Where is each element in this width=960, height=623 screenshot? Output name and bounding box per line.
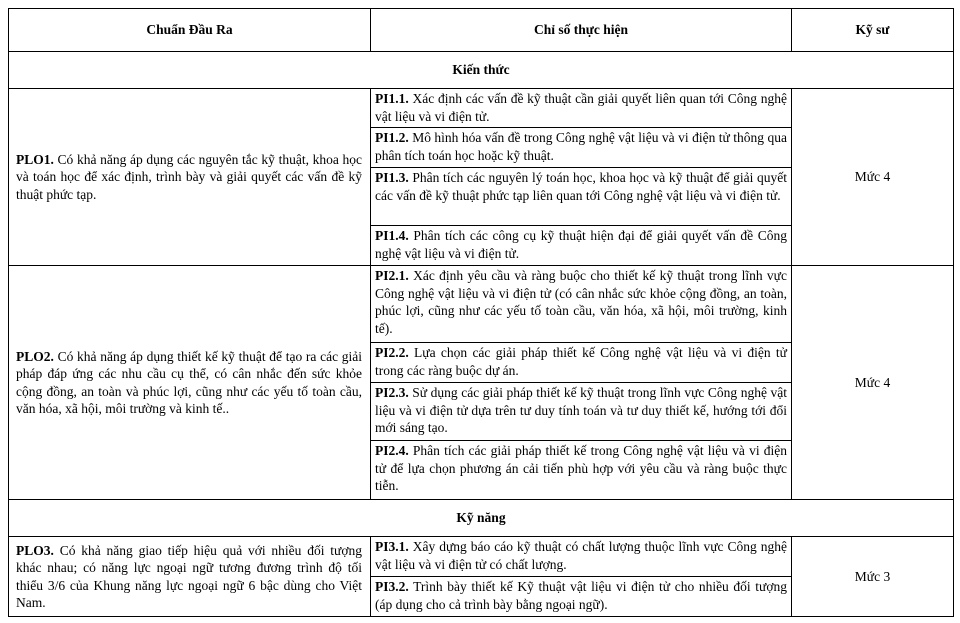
plo-text: Có khả năng áp dụng thiết kế kỹ thuật để tạo ra các giải pháp đáp ứng các nhu cầu cụ thể, có cân nhắc đến sức khỏe cộng đồng, an toàn và phúc lợi, cũng như các yếu tố toàn cầu, văn hóa, xã hội, môi trường và kinh tế.. [16, 348, 362, 416]
pi-item [371, 168, 791, 226]
plo-code: PLO3. [16, 542, 54, 558]
pi-code: PI1.2. [375, 130, 409, 145]
table-row [9, 537, 954, 617]
pi-text: Phân tích các công cụ kỹ thuật hiện đại để giải quyết vấn đề Công nghệ vật liệu và vi điện tử. [375, 228, 787, 261]
pi-item [371, 266, 791, 343]
plo-cell [9, 266, 371, 500]
pi-code: PI1.1. [375, 91, 409, 106]
pi-item [371, 343, 791, 383]
pi-item [371, 128, 791, 168]
level-cell: Mức 4 [792, 266, 954, 500]
pi-text: Trình bày thiết kế Kỹ thuật vật liệu vi điện tử cho nhiều đối tượng (áp dụng cho cả trình bày bằng ngoại ngữ). [375, 579, 787, 612]
pi-code: PI3.1. [375, 539, 409, 554]
level-cell: Mức 4 [792, 89, 954, 266]
pi-code: PI2.2. [375, 345, 409, 360]
table-row [9, 89, 954, 266]
header-plo: Chuẩn Đầu Ra [9, 9, 371, 52]
pi-item [371, 441, 791, 495]
pi-code: PI3.2. [375, 579, 409, 594]
pi-text: Xác định các vấn đề kỹ thuật cần giải quyết liên quan tới Công nghệ vật liệu và vi điện tử. [375, 91, 787, 124]
plo-code: PLO2. [16, 348, 54, 364]
plo-text: Có khả năng áp dụng các nguyên tắc kỹ thuật, khoa học và toán học để xác định, trình bày và giải quyết các vấn đề kỹ thuật phức tạp. [16, 151, 362, 202]
pi-code: PI2.3. [375, 385, 409, 400]
pi-code: PI2.1. [375, 268, 409, 283]
pi-text: Xác định yêu cầu và ràng buộc cho thiết kế kỹ thuật trong lĩnh vực Công nghệ vật liệu và vi điện tử (có cân nhắc sức khỏe cộng đồng, an toàn, phúc lợi, cũng như các yếu tố toàn cầu, văn hóa, xã hội, môi trường, kinh tế). [375, 268, 787, 336]
plo-cell [9, 89, 371, 266]
pi-cell [371, 266, 792, 500]
outcomes-table [8, 8, 954, 617]
plo-text: Có khả năng giao tiếp hiệu quả với nhiều đối tượng khác nhau; có năng lực ngoại ngữ tương đương trình độ tối thiểu 3/6 của Khung năng lực ngoại ngữ 6 bậc dùng cho Việt Nam. [16, 542, 362, 610]
header-row [9, 9, 954, 52]
pi-text: Mô hình hóa vấn đề trong Công nghệ vật liệu và vi điện tử thông qua phân tích toán học hoặc kỹ thuật. [375, 130, 787, 163]
pi-cell [371, 89, 792, 266]
plo-code: PLO1. [16, 151, 54, 167]
section-row [9, 500, 954, 537]
pi-text: Xây dựng báo cáo kỹ thuật có chất lượng thuộc lĩnh vực Công nghệ vật liệu và vi điện tử có chất lượng. [375, 539, 787, 572]
pi-text: Lựa chọn các giải pháp thiết kế Công nghệ vật liệu và vi điện tử trong các ràng buộc dự án. [375, 345, 787, 378]
pi-text: Phân tích các giải pháp thiết kế trong Công nghệ vật liệu và vi điện tử để lựa chọn phương án cải tiến phù hợp với yêu cầu và ràng buộc thực tiễn. [375, 443, 787, 493]
plo-cell [9, 537, 371, 617]
level-cell: Mức 3 [792, 537, 954, 617]
pi-item [371, 577, 791, 613]
pi-text: Phân tích các nguyên lý toán học, khoa học và kỹ thuật để giải quyết các vấn đề kỹ thuật phức tạp liên quan tới Công nghệ vật liệu và vi điện tử. [375, 170, 787, 203]
section-title: Kỹ năng [9, 500, 954, 537]
pi-code: PI2.4. [375, 443, 409, 458]
pi-text: Sử dụng các giải pháp thiết kế kỹ thuật trong lĩnh vực Công nghệ vật liệu và vi điện tử dựa trên tư duy tính toán và tư duy thiết kế, hướng tới đổi mới sáng tạo. [375, 385, 787, 435]
header-level: Kỹ sư [792, 9, 954, 52]
section-row [9, 52, 954, 89]
pi-item [371, 383, 791, 441]
pi-code: PI1.3. [375, 170, 409, 185]
pi-item [371, 89, 791, 128]
table-row [9, 266, 954, 500]
pi-code: PI1.4. [375, 228, 409, 243]
pi-item [371, 537, 791, 577]
section-title: Kiến thức [9, 52, 954, 89]
header-pi: Chỉ số thực hiện [371, 9, 792, 52]
pi-item [371, 226, 791, 262]
pi-cell [371, 537, 792, 617]
